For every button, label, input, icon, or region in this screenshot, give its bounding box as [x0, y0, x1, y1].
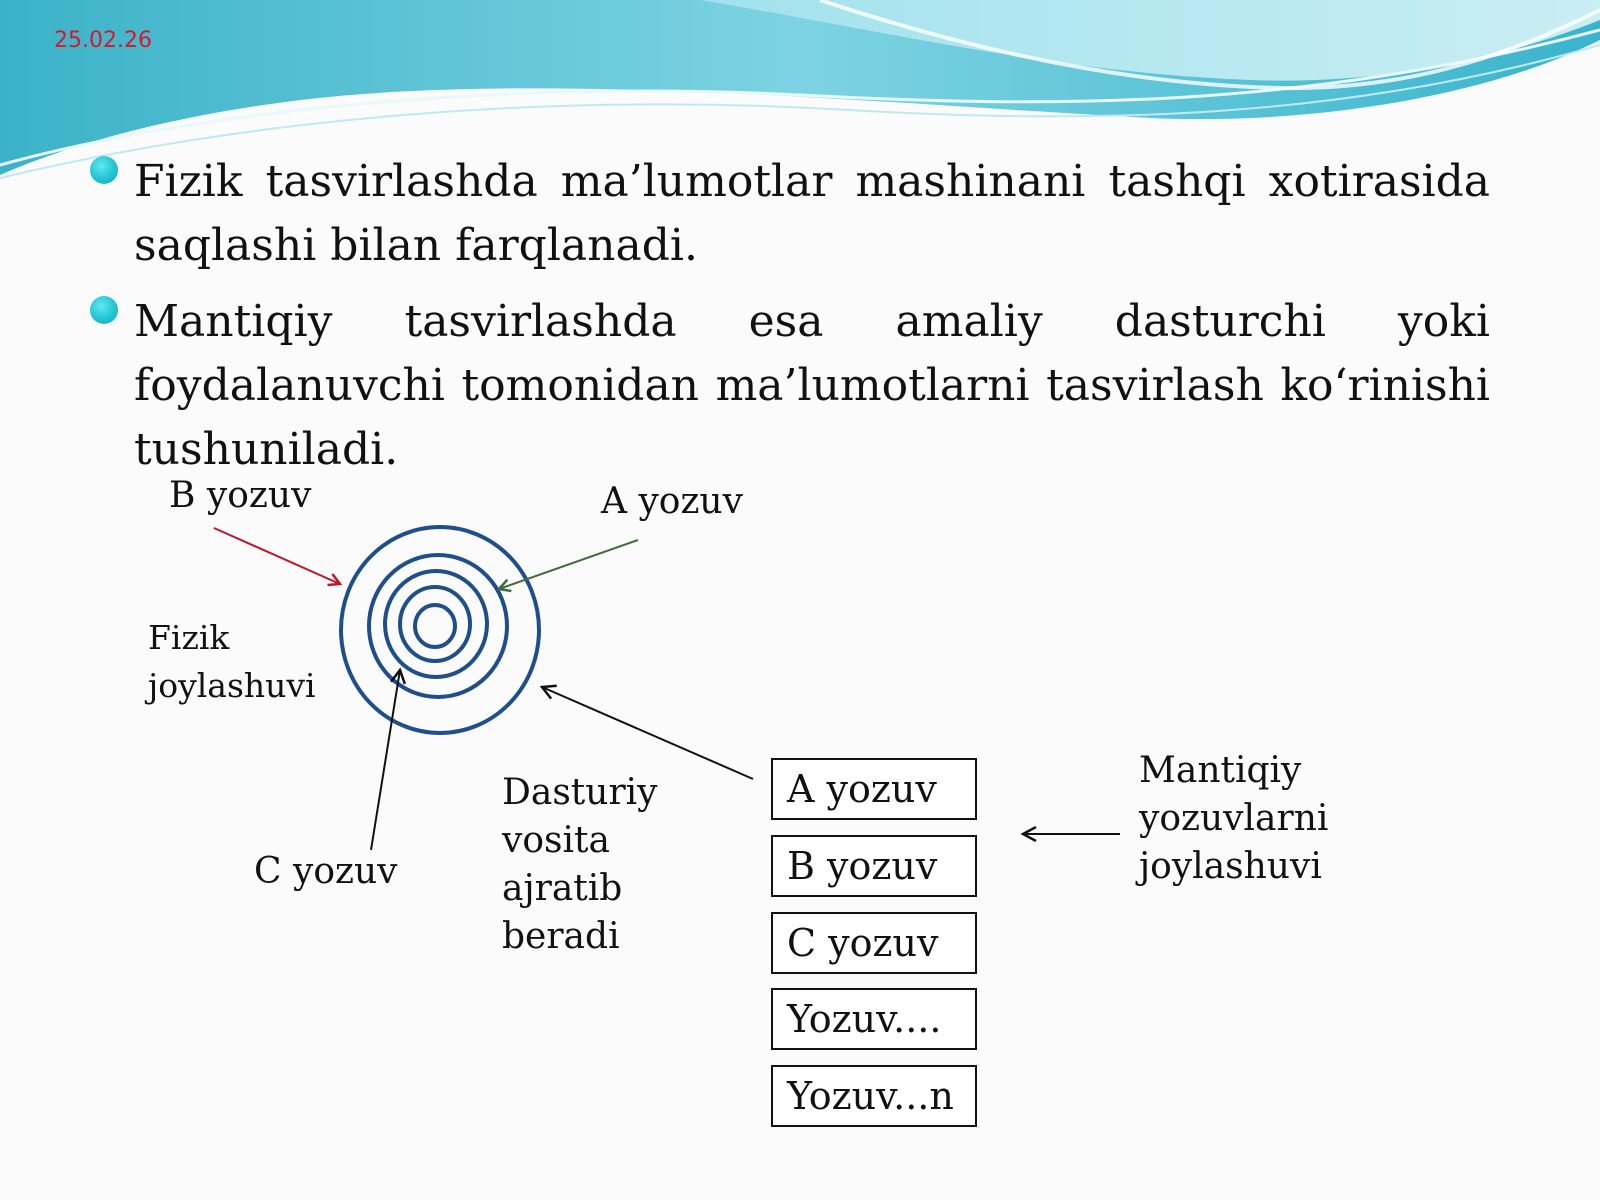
disk-ring-inner [415, 605, 455, 647]
bullet-text: Mantiqiy tasvirlashda esa amaliy dasturchi yoki foydalanuvchi tomonidan ma’lumotlarni tasvirlash ko‘rinishi tushuniladi. [134, 296, 1490, 475]
software-mapping-arrow [542, 687, 753, 779]
b-record-label: B yozuv [169, 475, 312, 516]
bullet-text: Fizik tasvirlashda ma’lumotlar mashinani tashqi xotirasida saqlashi bilan farqlanadi. [134, 156, 1490, 271]
record-box-a: A yozuv [771, 758, 977, 820]
software-label: Dasturiy vosita ajratib beradi [502, 772, 658, 957]
c-record-label: C yozuv [254, 851, 398, 892]
c-record-arrow [371, 670, 400, 850]
record-box-n: Yozuv...n [771, 1065, 977, 1127]
b-record-arrow [214, 528, 340, 584]
record-box-b: B yozuv [771, 835, 977, 897]
physical-location-label: Fizik joylashuvi [148, 618, 316, 705]
disk-rings-icon [341, 527, 539, 733]
record-box-more: Yozuv.... [771, 988, 977, 1050]
logical-location-label: Mantiqiy yozuvlarni joylashuvi [1139, 750, 1329, 887]
record-box-c: C yozuv [771, 912, 977, 974]
slide-date: 25.02.26 [54, 28, 152, 53]
disk-ring-4 [400, 587, 470, 661]
a-record-label: A yozuv [601, 481, 743, 522]
a-record-arrow [499, 540, 638, 589]
